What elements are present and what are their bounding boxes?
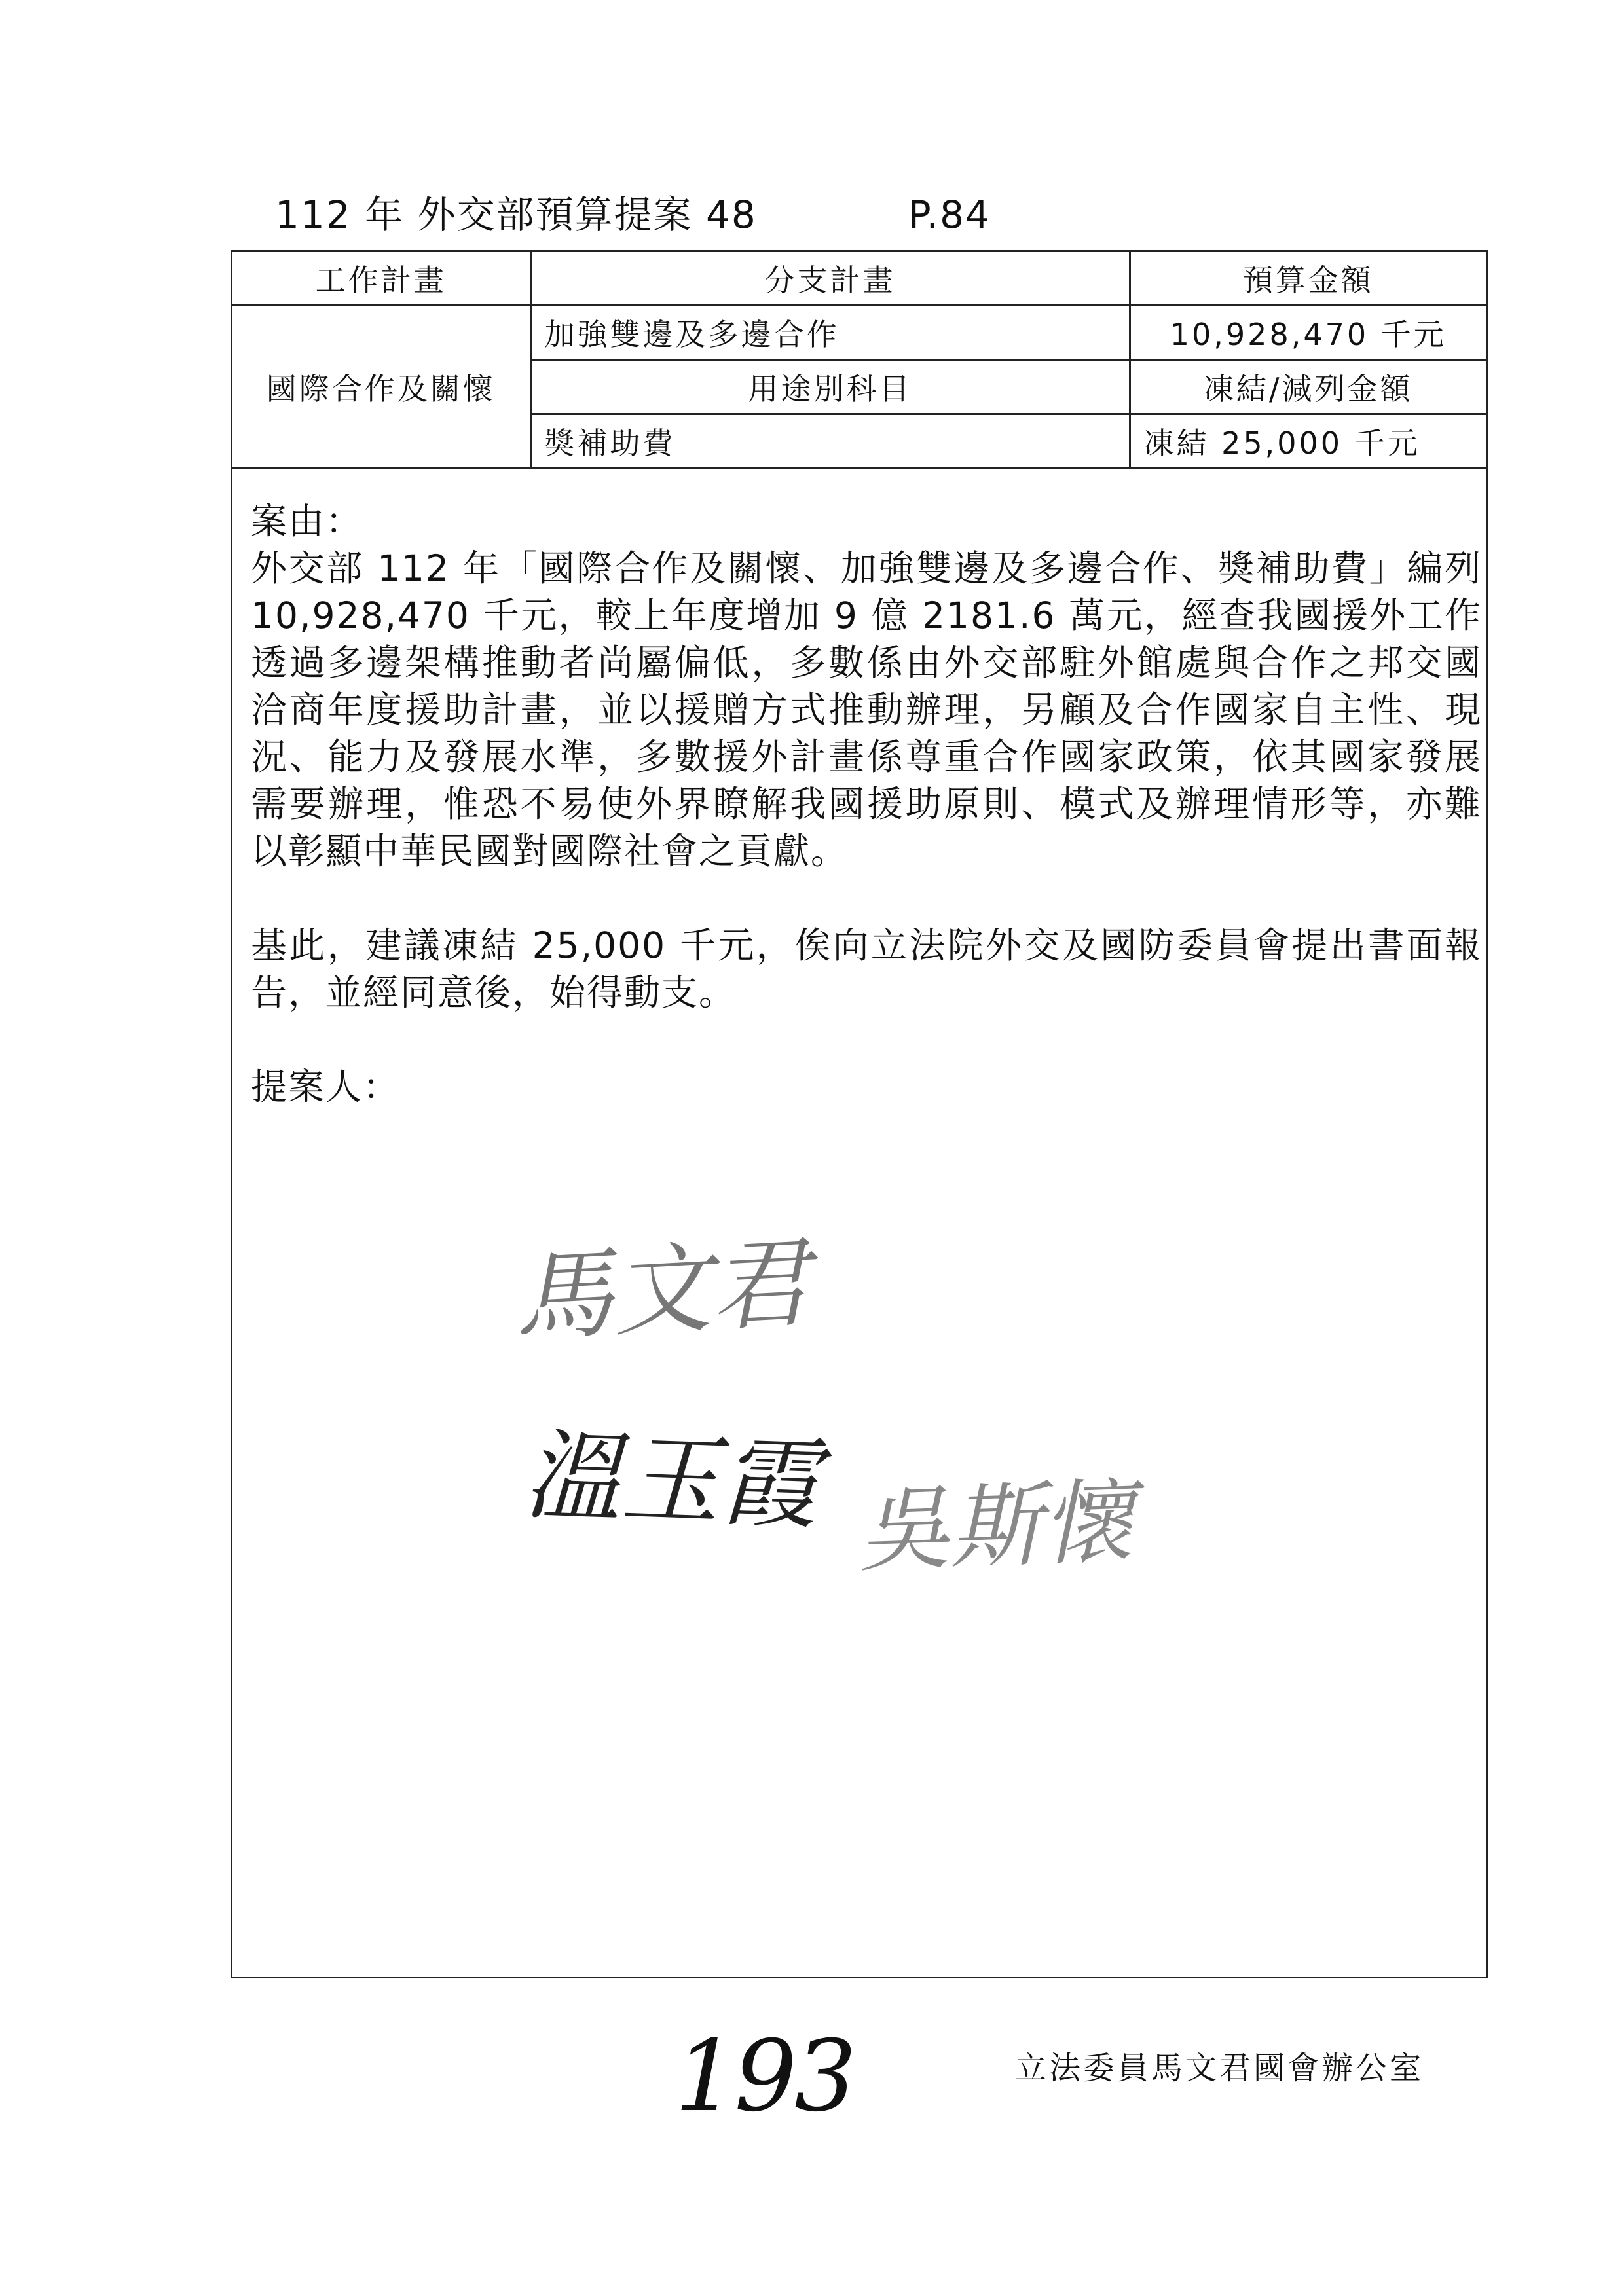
signature-2: 溫玉霞 [521,1419,821,1543]
item-header-cell: 用途別科目 [530,360,1130,414]
signature-3: 吳斯懷 [856,1468,1135,1586]
office-name: 立法委員馬文君國會辦公室 [1015,2050,1424,2086]
freeze-amount-cell: 凍結 25,000 千元 [1130,414,1486,469]
title-text: 外交部預算提案 48 [417,192,757,237]
work-plan-cell: 國際合作及關懷 [232,306,530,469]
sub-plan-cell: 加強雙邊及多邊合作 [530,306,1130,360]
table-row [232,306,1486,360]
budget-amount-cell: 10,928,470 千元 [1130,306,1486,360]
proposer-label: 提案人： [251,1066,401,1108]
proposal-body [251,498,1482,1110]
reason-label: 案由： [251,500,363,542]
recommendation-paragraph: 基此，建議凍結 25,000 千元，俟向立法院外交及國防委員會提出書面報告，並經同意後，始得動支。 [251,924,1482,1013]
header-work-plan: 工作計畫 [232,252,530,306]
title-page-ref: P.84 [908,192,991,237]
table-header-row [232,252,1486,306]
document-title [275,189,991,241]
header-sub-plan: 分支計畫 [530,252,1130,306]
reason-paragraph: 外交部 112 年「國際合作及關懷、加強雙邊及多邊合作、獎補助費」編列 10,928,470 千元，較上年度增加 9 億 2181.6 萬元，經查我國援外工作透過多邊架構推動者尚屬偏低，多數係由外交部駐外館處與合作之邦交國洽商年度援助計畫，並以援贈方式推動辦理，另顧及合作國家自主性、現況、能力及發展水準，多數援外計畫係尊重合作國家政策，依其國家發展需要辦理，惟恐不易使外界瞭解我國援助原則、模式及辦理情形等，亦難以彰顯中華民國對國際社會之貢獻。 [251,547,1482,872]
header-budget-amount: 預算金額 [1130,252,1486,306]
proposal-frame [231,250,1488,1978]
title-year: 112 年 [275,192,405,237]
freeze-header-cell: 凍結/減列金額 [1130,360,1486,414]
item-cell: 獎補助費 [530,414,1130,469]
handwritten-page-number: 193 [674,2020,855,2134]
budget-table [232,252,1486,469]
signature-1: 馬文君 [511,1226,812,1356]
